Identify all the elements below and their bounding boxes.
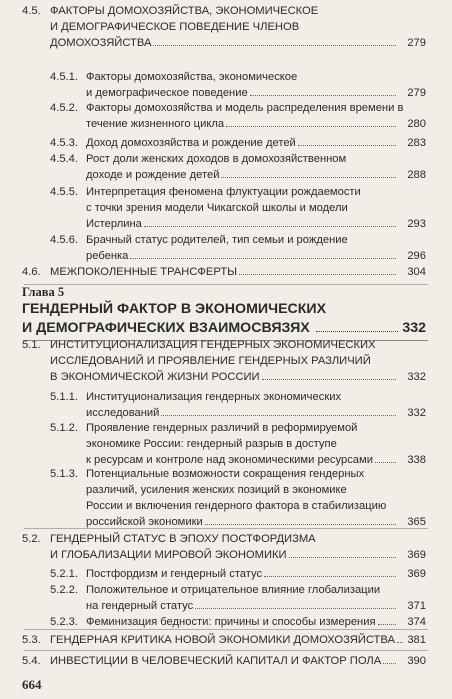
entry-title-line: России и включения гендерного фактора в стабилизацию	[86, 500, 387, 512]
page-number: 390	[407, 655, 426, 667]
entry-title-line: ИНСТИТУЦИОНАЛИЗАЦИЯ ГЕНДЕРНЫХ ЭКОНОМИЧЕСКИХ	[50, 339, 376, 351]
page-number: 369	[407, 549, 426, 561]
leader-dots	[316, 331, 399, 332]
entry-title-line: В ЭКОНОМИЧЕСКОЙ ЖИЗНИ РОССИИ	[50, 371, 260, 383]
entry-number: 5.2.3.	[50, 616, 78, 628]
entry-number: 4.6.	[22, 266, 41, 278]
entry-title-line: ДОМОХОЗЯЙСТВА	[50, 37, 152, 49]
leader-dots	[378, 624, 396, 625]
toc-entry-5-4	[22, 653, 426, 669]
entry-title-line: ИССЛЕДОВАНИЙ И ПРОЯВЛЕНИЕ ГЕНДЕРНЫХ РАЗЛИЧИЙ	[50, 355, 371, 367]
page-number: 381	[407, 634, 426, 646]
page-number: 288	[407, 169, 426, 181]
entry-number: 5.1.2.	[50, 422, 78, 434]
entry-number: 4.5.5.	[50, 186, 78, 198]
chapter-label: Глава 5	[22, 285, 65, 299]
section-divider	[24, 650, 428, 651]
page-number: 296	[407, 250, 426, 262]
entry-title-line: ребенка	[86, 250, 129, 262]
leader-dots	[262, 379, 396, 380]
leader-dots	[397, 642, 403, 643]
entry-title-line: течение жизненного цикла	[86, 118, 225, 130]
leader-dots	[221, 177, 396, 178]
toc-entry-4-5-1	[50, 69, 426, 101]
toc-entry-4-5	[22, 3, 426, 51]
entry-title-line: МЕЖПОКОЛЕННЫЕ ТРАНСФЕРТЫ	[50, 266, 238, 278]
entry-number: 4.5.6.	[50, 234, 78, 246]
leader-dots	[239, 274, 396, 275]
toc-entry-5-2	[22, 531, 426, 563]
leader-dots	[226, 126, 396, 127]
leader-dots	[289, 557, 396, 558]
chapter-title	[22, 300, 426, 338]
page-number: 369	[407, 568, 426, 580]
page-folio: 664	[22, 677, 42, 692]
leader-dots	[298, 145, 396, 146]
chapter-title-line: И ДЕМОГРАФИЧЕСКИХ ВЗАИМОСВЯЗЯХ	[22, 320, 310, 336]
entry-title-line: доходе и рождение детей	[86, 169, 220, 181]
entry-title-line: Потенциальные возможности сокращения гендерных	[86, 468, 365, 480]
toc-entry-5-1-1	[50, 389, 426, 421]
toc-entry-4-5-2	[50, 100, 426, 132]
page-number: 279	[407, 87, 426, 99]
entry-number: 5.2.1.	[50, 568, 78, 580]
entry-number: 5.2.2.	[50, 584, 78, 596]
entry-number: 4.5.1.	[50, 71, 78, 83]
section-divider	[24, 528, 428, 529]
section-divider	[24, 284, 428, 285]
entry-number: 5.1.	[22, 339, 41, 351]
toc-entry-5-2-1	[50, 566, 426, 582]
leader-dots	[144, 226, 396, 227]
page-number: 279	[407, 37, 426, 49]
page-number: 374	[407, 616, 426, 628]
entry-title-line: Институционализация гендерных экономических	[86, 391, 342, 403]
entry-title-line: к ресурсам и контроле над экономическими ресурсами	[86, 454, 373, 466]
entry-title-line: Рост доли женских доходов в домохозяйственном	[86, 153, 347, 165]
leader-dots	[264, 576, 396, 577]
entry-title-line: и демографическое поведение	[86, 87, 248, 99]
leader-dots	[195, 608, 396, 609]
leader-dots	[130, 258, 396, 259]
entry-title-line: Положительное и отрицательное влияние глобализации	[86, 584, 381, 596]
entry-title-line: экономике России: гендерный разрыв в доступе	[86, 438, 337, 450]
entry-title-line: ИНВЕСТИЦИИ В ЧЕЛОВЕЧЕСКИЙ КАПИТАЛ И ФАКТОР ПОЛА	[50, 655, 382, 667]
chapter-title-line: ГЕНДЕРНЫЙ ФАКТОР В ЭКОНОМИЧЕСКИХ	[22, 301, 327, 317]
page-number: 293	[407, 218, 426, 230]
page-number: 365	[407, 516, 426, 528]
toc-entry-5-3	[22, 632, 426, 648]
entry-title-line: Факторы домохозяйства, экономическое	[86, 71, 298, 83]
toc-entry-5-1-2	[50, 420, 426, 468]
toc-entry-5-1-3	[50, 466, 426, 530]
toc-entry-5-2-3	[50, 614, 426, 630]
entry-title-line: ГЕНДЕРНАЯ КРИТИКА НОВОЙ ЭКОНОМИКИ ДОМОХОЗЯЙСТВА	[50, 634, 395, 646]
entry-number: 5.3.	[22, 634, 41, 646]
toc-entry-5-1	[22, 337, 426, 385]
entry-title-line: Постфордизм и гендерный статус	[86, 568, 263, 580]
entry-number: 5.4.	[22, 655, 41, 667]
toc-entry-4-5-4	[50, 151, 426, 183]
chapter-page-number: 332	[402, 320, 426, 336]
page-number: 332	[407, 371, 426, 383]
entry-title-line: различий, усиления женских позиций в экономике	[86, 484, 347, 496]
page-number: 280	[407, 118, 426, 130]
entry-number: 5.2.	[22, 533, 41, 545]
entry-title-line: Брачный статус родителей, тип семьи и рождение	[86, 234, 348, 246]
section-divider	[24, 629, 428, 630]
toc-entry-4-5-5	[50, 184, 426, 232]
toc-entry-4-5-6	[50, 232, 426, 264]
page-number: 283	[407, 137, 426, 149]
entry-title-line: ФАКТОРЫ ДОМОХОЗЯЙСТВА, ЭКОНОМИЧЕСКОЕ	[50, 5, 319, 17]
page-number: 338	[407, 454, 426, 466]
entry-title-line: с точки зрения модели Чикагской школы и модели	[86, 202, 348, 214]
entry-title-line: Истерлина	[86, 218, 142, 230]
leader-dots	[375, 462, 396, 463]
entry-title-line: на гендерный статус	[86, 600, 194, 612]
entry-number: 4.5.3.	[50, 137, 78, 149]
entry-title-line: И ДЕМОГРАФИЧЕСКОЕ ПОВЕДЕНИЕ ЧЛЕНОВ	[50, 21, 300, 33]
entry-title-line: Проявление гендерных различий в реформируемой	[86, 422, 358, 434]
entry-title-line: Доход домохозяйства и рождение детей	[86, 137, 296, 149]
entry-number: 4.5.	[22, 5, 41, 17]
entry-number: 4.5.2.	[50, 102, 78, 114]
entry-title-line: И ГЛОБАЛИЗАЦИИ МИРОВОЙ ЭКОНОМИКИ	[50, 549, 287, 561]
entry-number: 5.1.3.	[50, 468, 78, 480]
page-number: 332	[407, 407, 426, 419]
toc-entry-4-5-3	[50, 135, 426, 151]
leader-dots	[383, 663, 396, 664]
entry-title-line: ГЕНДЕРНЫЙ СТАТУС В ЭПОХУ ПОСТФОРДИЗМА	[50, 533, 316, 545]
entry-title-line: Феминизация бедности: причины и способы измерения	[86, 616, 376, 628]
entry-title-line: Факторы домохозяйства и модель распределения времени в	[86, 102, 404, 114]
leader-dots	[250, 95, 396, 96]
entry-title-line: Интерпретация феномена флуктуации рождаемости	[86, 186, 361, 198]
entry-title-line: исследований	[86, 407, 160, 419]
leader-dots	[153, 45, 396, 46]
page-number: 371	[407, 600, 426, 612]
leader-dots	[205, 524, 396, 525]
entry-number: 4.5.4.	[50, 153, 78, 165]
page-number: 304	[407, 266, 426, 278]
entry-number: 5.1.1.	[50, 391, 78, 403]
toc-entry-4-6	[22, 264, 426, 280]
leader-dots	[161, 415, 396, 416]
entry-title-line: российской экономики	[86, 516, 203, 528]
toc-entry-5-2-2	[50, 582, 426, 614]
